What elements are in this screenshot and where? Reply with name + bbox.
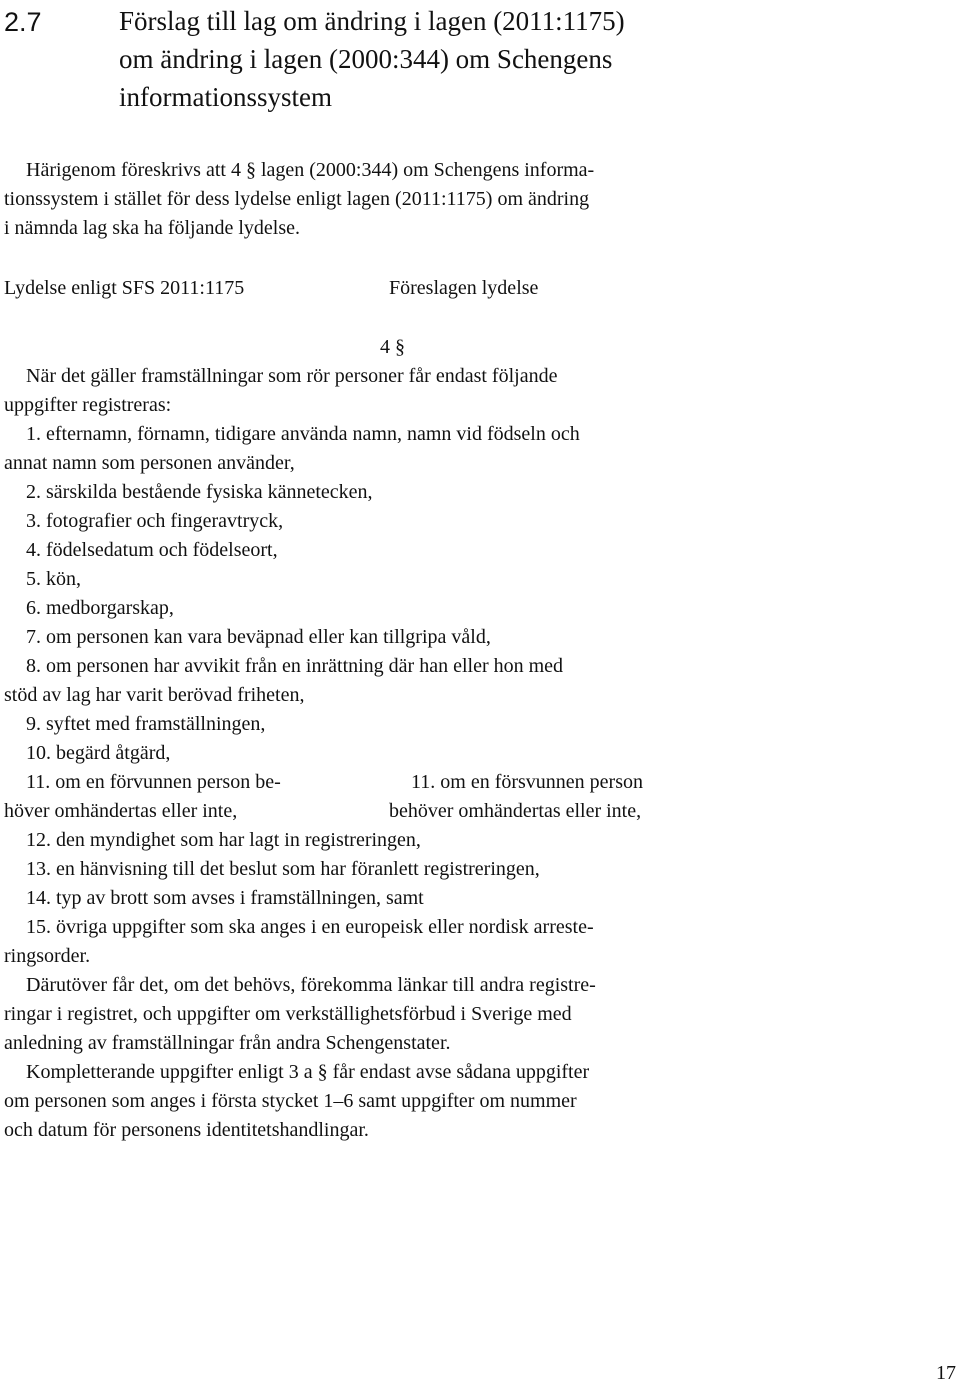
list-item: 14. typ av brott som avses i framställningen, samt [26,887,424,909]
right-column-header: Föreslagen lydelse [389,277,539,299]
section-number: 2.7 [4,7,42,37]
section-title [119,2,819,116]
title-line: Förslag till lag om ändring i lagen (2011:1175) [119,6,625,36]
intro-line: i nämnda lag ska ha följande lydelse. [4,217,301,239]
list-item: 12. den myndighet som har lagt in registreringen, [26,829,421,851]
list-item: 5. kön, [26,568,81,590]
body-line: om personen som anges i första stycket 1–6 samt uppgifter om nummer [4,1090,577,1112]
body-line: annat namn som personen använder, [4,452,295,474]
body-line: Kompletterande uppgifter enligt 3 a § får endast avse sådana uppgifter [26,1061,590,1083]
item11-current-line: höver omhändertas eller inte, [4,800,238,822]
body-line: anledning av framställningar från andra Schengenstater. [4,1032,451,1054]
list-item: 10. begärd åtgärd, [26,742,171,764]
body-line: Därutöver får det, om det behövs, förekomma länkar till andra registre- [26,974,596,996]
body-line: ringar i registret, och uppgifter om verkställighetsförbud i Sverige med [4,1003,572,1025]
body-line: uppgifter registreras: [4,394,172,416]
title-line: informationssystem [119,82,332,112]
list-item: 9. syftet med framställningen, [26,713,266,735]
intro-line: Härigenom föreskrivs att 4 § lagen (2000:344) om Schengens informa- [26,159,595,181]
list-item: 4. födelsedatum och födelseort, [26,539,278,561]
list-item-continuation: ringsorder. [4,945,91,967]
list-item-continuation: stöd av lag har varit berövad friheten, [4,684,305,706]
list-item: 2. särskilda bestående fysiska kännetecken, [26,481,373,503]
list-item: 15. övriga uppgifter som ska anges i en europeisk eller nordisk arreste- [26,916,594,938]
list-item: 6. medborgarskap, [26,597,174,619]
item11-proposed-line: behöver omhändertas eller inte, [389,800,642,822]
paragraph-mark: 4 § [380,336,405,358]
left-column-header: Lydelse enligt SFS 2011:1175 [4,277,245,299]
body-line: 1. efternamn, förnamn, tidigare använda namn, namn vid födseln och [26,423,580,445]
list-item: 8. om personen har avvikit från en inrättning där han eller hon med [26,655,564,677]
body-line: och datum för personens identitetshandlingar. [4,1119,369,1141]
item11-proposed-line: 11. om en försvunnen person [411,771,643,793]
page-number: 17 [936,1362,956,1384]
item11-current-line: 11. om en förvunnen person be- [26,771,281,793]
list-item: 3. fotografier och fingeravtryck, [26,510,284,532]
list-item: 13. en hänvisning till det beslut som har föranlett registreringen, [26,858,540,880]
list-item: 7. om personen kan vara beväpnad eller kan tillgripa våld, [26,626,491,648]
title-line: om ändring i lagen (2000:344) om Schengens [119,44,613,74]
body-line: När det gäller framställningar som rör personer får endast följande [26,365,558,387]
intro-line: tionssystem i stället för dess lydelse enligt lagen (2011:1175) om ändring [4,188,590,210]
